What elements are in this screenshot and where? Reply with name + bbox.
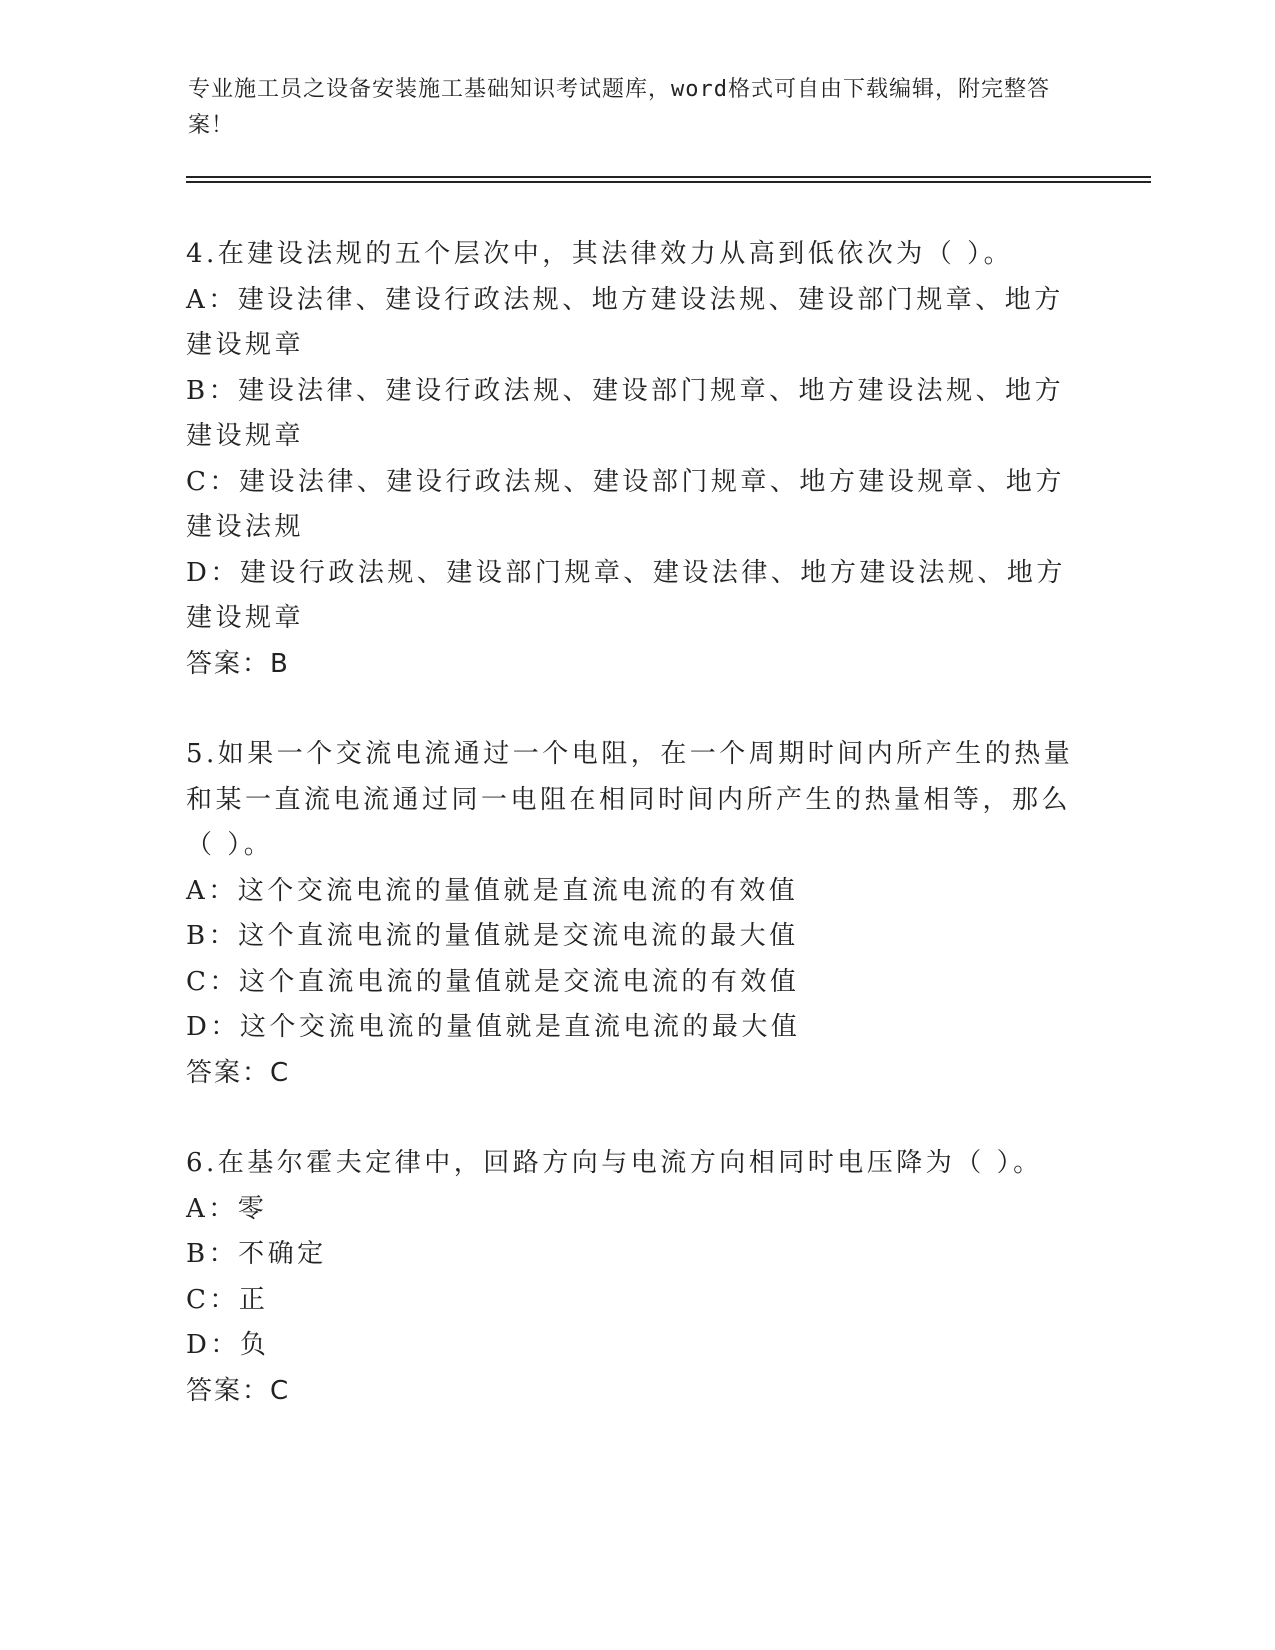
question-stem: 5.如果一个交流电流通过一个电阻，在一个周期时间内所产生的热量和某一直流电流通过同一电阻在相同时间内所产生的热量相等，那么（ ）。 (186, 739, 1074, 860)
header-divider-top (186, 176, 1151, 178)
question-stem: 6.在基尔霍夫定律中，回路方向与电流方向相同时电压降为（ ）。 (186, 1148, 1043, 1178)
option-d: D：这个交流电流的量值就是直流电流的最大值 (186, 1012, 801, 1042)
header-divider-bottom (186, 181, 1151, 183)
option-b: B：建设法律、建设行政法规、建设部门规章、地方建设法规、地方建设规章 (186, 375, 1065, 451)
option-c: C：建设法律、建设行政法规、建设部门规章、地方建设规章、地方建设法规 (186, 466, 1065, 542)
answer: 答案：B (186, 648, 290, 679)
answer: 答案：C (186, 1057, 291, 1088)
option-d: D：建设行政法规、建设部门规章、建设法律、地方建设法规、地方建设规章 (186, 557, 1066, 633)
question-list (186, 232, 1086, 1414)
question-4 (186, 232, 1086, 687)
option-c: C：这个直流电流的量值就是交流电流的有效值 (186, 966, 800, 997)
option-b: B：这个直流电流的量值就是交流电流的最大值 (186, 921, 799, 951)
option-a: A：这个交流电流的量值就是直流电流的有效值 (186, 875, 799, 906)
answer: 答案：C (186, 1375, 291, 1406)
option-a: A：零 (186, 1193, 268, 1224)
option-a: A：建设法律、建设行政法规、地方建设法规、建设部门规章、地方建设规章 (186, 284, 1064, 360)
option-b: B：不确定 (186, 1239, 327, 1269)
question-stem: 4.在建设法规的五个层次中，其法律效力从高到低依次为（ ）。 (186, 239, 1014, 269)
option-c: C：正 (186, 1284, 269, 1315)
document-header: 专业施工员之设备安装施工基础知识考试题库，word格式可自由下载编辑，附完整答案！ (188, 77, 1050, 138)
question-6 (186, 1141, 1086, 1414)
question-5 (186, 732, 1086, 1096)
option-d: D：负 (186, 1330, 270, 1360)
